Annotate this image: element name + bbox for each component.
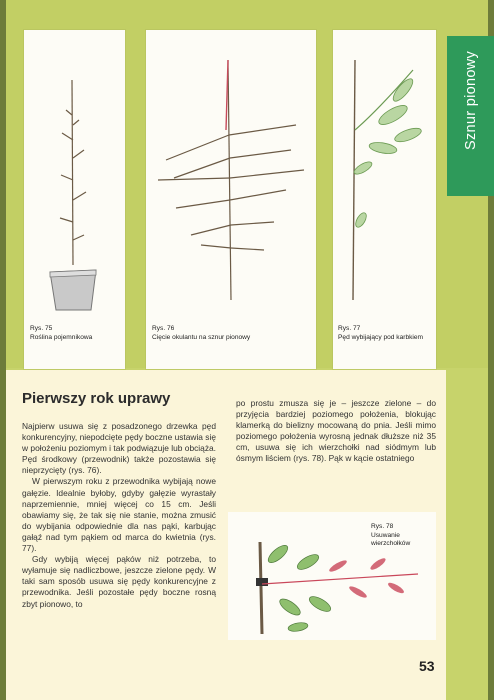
figure-77-number: Rys. 77 — [338, 325, 361, 332]
figure-76-caption — [152, 325, 312, 342]
figure-75-panel — [24, 30, 125, 369]
figure-77-text: Pęd wybijający pod karbkiem — [338, 333, 424, 341]
figure-76-drawing — [146, 30, 316, 369]
figure-77-panel — [333, 30, 436, 369]
paragraph-2: W pierwszym roku z przewodnika wybijają nowe gałęzie. Idealnie byłoby, gdyby gałęzie wyrastały naprzemiennie, mniej więcej co 15 cm. Jeśli obawiamy się, że tak się nie stanie, można zmusić do wybijania odpowiednie dla nas pąki, karbując gałąź nad tym pąkiem od marca do kwietnia (rys. 77). — [22, 476, 216, 554]
figure-75-drawing — [24, 30, 125, 369]
figure-78-caption — [371, 523, 433, 549]
figure-76-panel — [146, 30, 316, 369]
chapter-tab-label: Sznur pionowy — [463, 50, 479, 150]
figure-77-caption — [338, 325, 434, 342]
figure-76-number: Rys. 76 — [152, 325, 175, 332]
section-heading: Pierwszy rok uprawy — [22, 390, 171, 407]
figure-77-drawing — [333, 30, 436, 369]
figure-78-number: Rys. 78 — [371, 523, 394, 530]
figure-75-number: Rys. 75 — [30, 325, 53, 332]
page-number: 53 — [419, 658, 435, 674]
figure-75-caption — [30, 325, 122, 342]
figure-78-text: Usuwanie wierzchołków — [371, 531, 411, 548]
paragraph-continuation: po prostu zmusza się je – jeszcze zielone – do przyjęcia bardziej poziomego położenia, blokując klamerką do bielizny mocowaną do pnia. Jeśli mimo poziomego położenia wyrosną jednak dłuższe niż 35 cm, usuwa się ich wierzchołki nad siódmym lub ósmym liściem (rys. 78). Pąk w kącie ostatniego — [236, 398, 436, 464]
paragraph-3: Gdy wybiją więcej pąków niż potrzeba, to wyłamuje się nadliczbowe, jeszcze zielone pędy. W taki sam sposób usuwa się pędy konkurencyjne z przewodnika. Jeśli pozostałe pędy boczne rosną zbyt pionowo, to — [22, 554, 216, 609]
figure-76-text: Cięcie okulantu na sznur pionowy — [152, 333, 251, 341]
left-column — [22, 421, 216, 610]
paragraph-1: Najpierw usuwa się z posadzonego drzewka pęd konkurencyjny, niepodcięte pędy boczne ustawia się w położeniu poziomym i tak podwiązuje lub obciąża. Pęd środkowy (przewodnik) także pozostawia się nieprzycięty (rys. 76). — [22, 421, 216, 476]
figure-78-panel — [228, 512, 436, 640]
figure-75-text: Roślina pojemnikowa — [30, 333, 93, 341]
right-column — [236, 398, 436, 465]
